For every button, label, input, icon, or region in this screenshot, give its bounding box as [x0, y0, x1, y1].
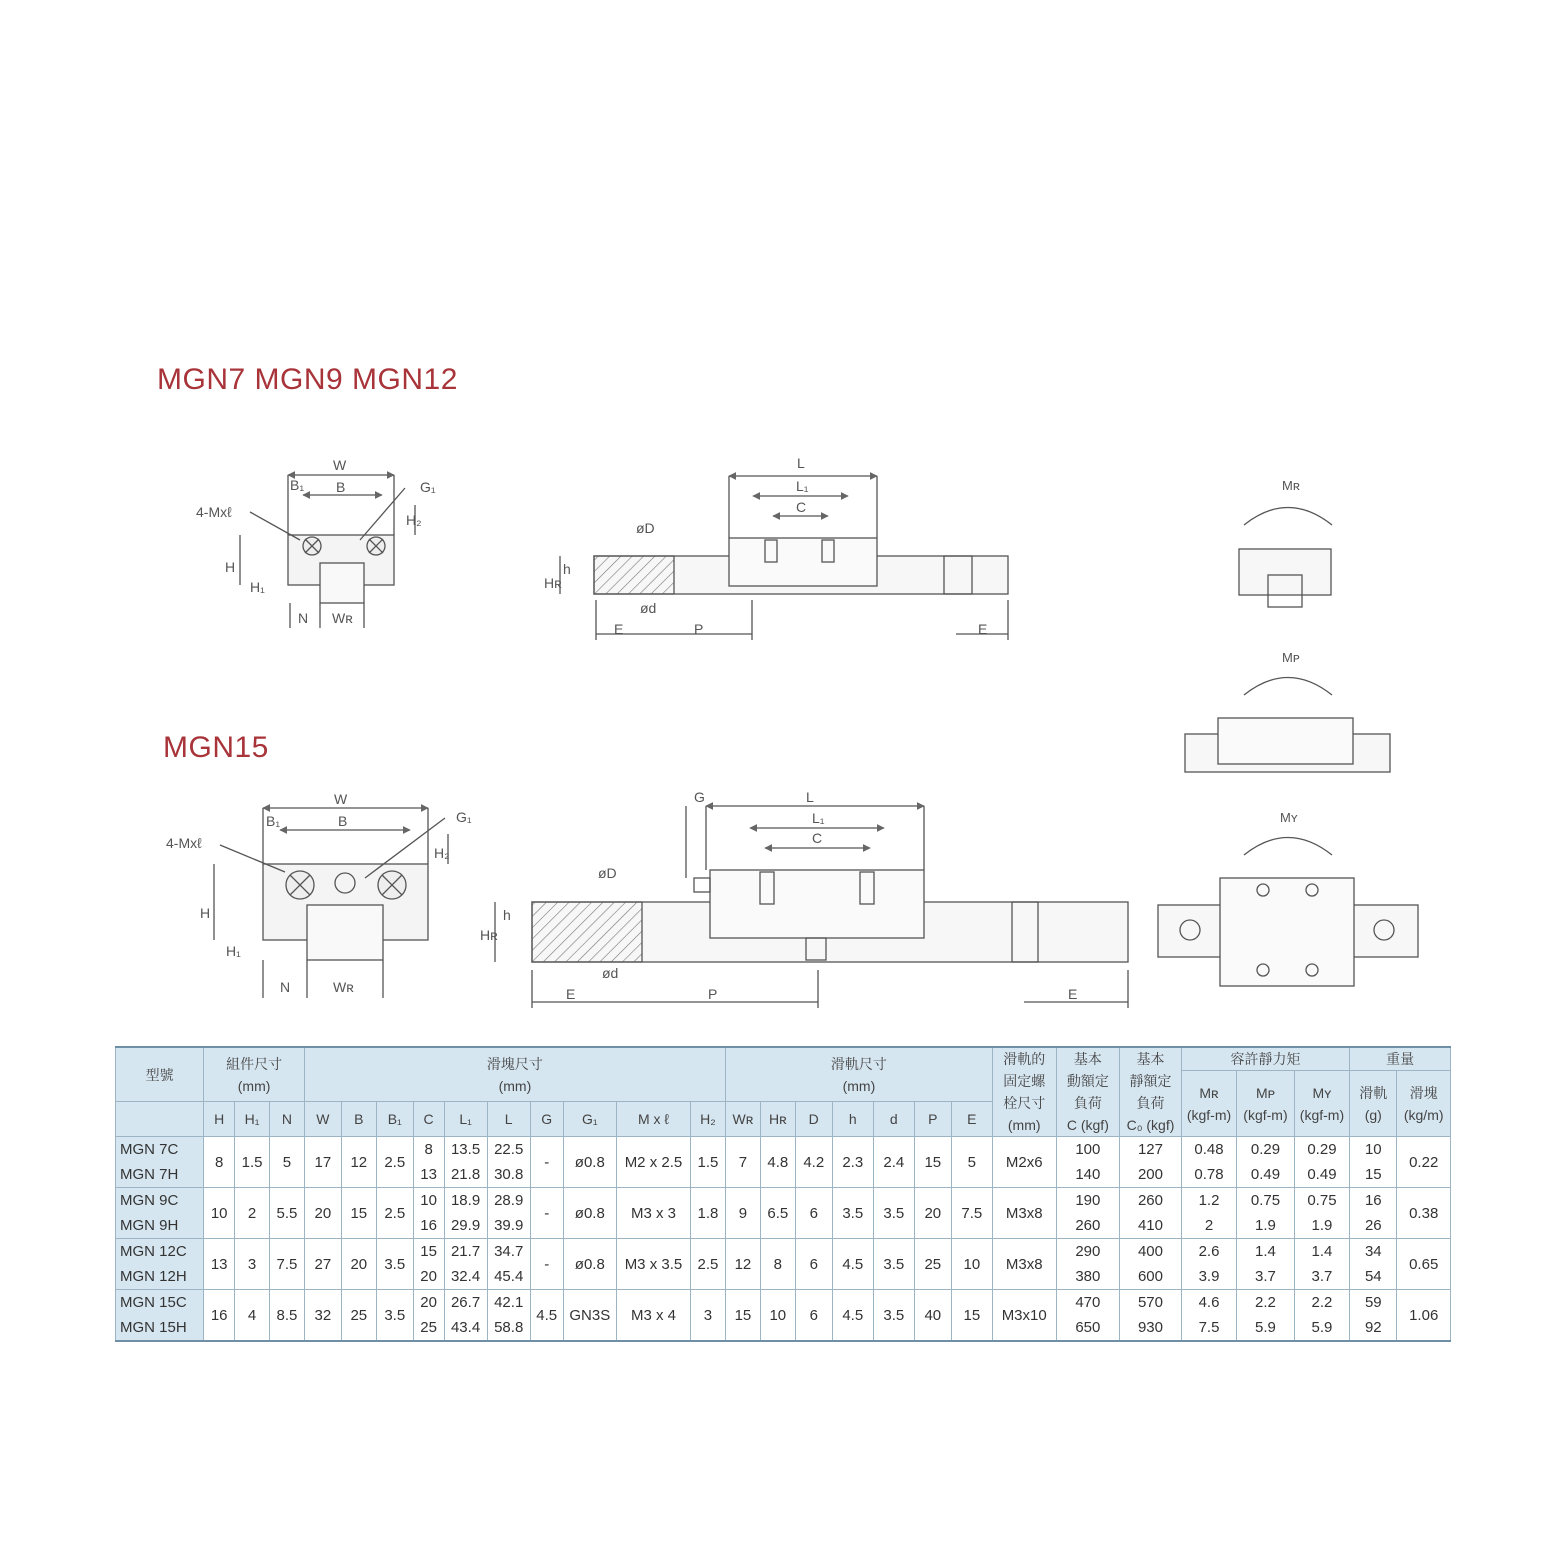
cell-b1: 3.5 [376, 1290, 413, 1342]
label-w: W [333, 457, 347, 473]
cell-e: 15 [951, 1290, 992, 1342]
cell-bolt: M3x10 [992, 1290, 1056, 1342]
sym-d: d [873, 1102, 914, 1137]
cell-my: 1.4 3.7 [1294, 1239, 1349, 1290]
cell-d: 3.5 [873, 1290, 914, 1342]
cell-c0: 260 410 [1120, 1188, 1182, 1239]
label-p-15: P [708, 986, 718, 1002]
cell-mp: 0.75 1.9 [1237, 1188, 1295, 1239]
header-moment: 容許靜力矩 [1181, 1047, 1349, 1071]
cell-h: 16 [204, 1290, 235, 1342]
spec-table-body [116, 1137, 1451, 1342]
sym-D: D [795, 1102, 832, 1137]
label-c-15: C [812, 830, 823, 846]
header-dynamic-load: 基本 動額定 負荷 C (kgf) [1056, 1047, 1120, 1137]
header-model-blank [116, 1102, 204, 1137]
cell-h: 4.5 [832, 1290, 873, 1342]
cell-d: 6 [795, 1239, 832, 1290]
cell-l1: 13.5 21.8 [444, 1137, 487, 1188]
cell-rail_g: 10 15 [1350, 1137, 1397, 1188]
row-model: MGN 7C MGN 7H [116, 1137, 204, 1188]
cell-h1: 3 [235, 1239, 270, 1290]
cell-mr: 0.48 0.78 [1181, 1137, 1236, 1188]
label-g-15: G [694, 789, 705, 805]
cell-h1: 1.5 [235, 1137, 270, 1188]
table-row [116, 1239, 1451, 1290]
label-my: Mʏ [1280, 810, 1298, 825]
cell-d: 2.4 [873, 1137, 914, 1188]
sym-WR: Wʀ [725, 1102, 760, 1137]
header-block-weight: 滑塊 (kg/m) [1397, 1071, 1451, 1137]
cell-l: 42.1 58.8 [487, 1290, 530, 1342]
label-mxl: 4-Mxℓ [196, 504, 232, 520]
cell-cdyn: 100 140 [1056, 1137, 1120, 1188]
cell-b1: 3.5 [376, 1239, 413, 1290]
label-h-rail: h [563, 561, 571, 577]
table-row [116, 1137, 1451, 1188]
cell-mr: 2.6 3.9 [1181, 1239, 1236, 1290]
cell-wr: 9 [725, 1188, 760, 1239]
label-h-rail-15: h [503, 907, 511, 923]
label-b1: B₁ [290, 477, 305, 493]
sym-H: H [204, 1102, 235, 1137]
label-n: N [298, 610, 309, 626]
cell-n: 8.5 [270, 1290, 305, 1342]
cell-p: 40 [914, 1290, 951, 1342]
cell-my: 2.2 5.9 [1294, 1290, 1349, 1342]
sym-L1: L₁ [444, 1102, 487, 1137]
label-wr: Wʀ [332, 610, 353, 626]
cell-my: 0.75 1.9 [1294, 1188, 1349, 1239]
cell-w: 27 [304, 1239, 341, 1290]
spec-table [115, 1046, 1451, 1342]
label-h: H [225, 559, 236, 575]
label-h-15: H [200, 905, 211, 921]
cell-mxl: M3 x 4 [617, 1290, 691, 1342]
cell-d: 3.5 [873, 1188, 914, 1239]
cell-mp: 1.4 3.7 [1237, 1239, 1295, 1290]
cell-cdyn: 190 260 [1056, 1188, 1120, 1239]
cell-b: 25 [341, 1290, 376, 1342]
cell-g: - [530, 1188, 563, 1239]
section-view-large [214, 808, 448, 998]
cell-p: 15 [914, 1137, 951, 1188]
cell-hr: 6.5 [760, 1188, 795, 1239]
cell-c0: 127 200 [1120, 1137, 1182, 1188]
header-mr: Mʀ (kgf-m) [1181, 1071, 1236, 1137]
cell-block_kgm: 0.22 [1397, 1137, 1451, 1188]
label-e-left: E [614, 621, 624, 637]
cell-my: 0.29 0.49 [1294, 1137, 1349, 1188]
label-phid-big: øD [636, 520, 655, 536]
cell-hr: 10 [760, 1290, 795, 1342]
cell-h: 13 [204, 1239, 235, 1290]
sym-G1: G₁ [563, 1102, 616, 1137]
row-model: MGN 12C MGN 12H [116, 1239, 204, 1290]
label-mp: Mᴘ [1282, 650, 1300, 665]
cell-n: 7.5 [270, 1239, 305, 1290]
cell-p: 25 [914, 1239, 951, 1290]
cell-l1: 18.9 29.9 [444, 1188, 487, 1239]
cell-w: 17 [304, 1137, 341, 1188]
cell-block_kgm: 1.06 [1397, 1290, 1451, 1342]
cell-c0: 400 600 [1120, 1239, 1182, 1290]
cell-hr: 4.8 [760, 1137, 795, 1188]
sym-Mxl: M x ℓ [617, 1102, 691, 1137]
cell-mp: 2.2 5.9 [1237, 1290, 1295, 1342]
cell-c: 10 16 [413, 1188, 444, 1239]
cell-h2: 3 [690, 1290, 725, 1342]
cell-rail_g: 59 92 [1350, 1290, 1397, 1342]
label-c: C [796, 499, 807, 515]
label-mxl-15: 4-Mxℓ [166, 835, 202, 851]
sym-E: E [951, 1102, 992, 1137]
label-e-right: E [978, 621, 988, 637]
label-hr: Hʀ [544, 575, 562, 591]
cell-b1: 2.5 [376, 1137, 413, 1188]
label-phid-small-15: ød [602, 965, 619, 981]
label-b: B [336, 479, 346, 495]
cell-e: 10 [951, 1239, 992, 1290]
label-p: P [694, 621, 704, 637]
cell-g1: ø0.8 [563, 1188, 616, 1239]
label-b1-15: B₁ [266, 813, 281, 829]
cell-g: 4.5 [530, 1290, 563, 1342]
cell-rail_g: 34 54 [1350, 1239, 1397, 1290]
cell-mr: 1.2 2 [1181, 1188, 1236, 1239]
cell-b: 20 [341, 1239, 376, 1290]
cell-bolt: M2x6 [992, 1137, 1056, 1188]
cell-l1: 26.7 43.4 [444, 1290, 487, 1342]
label-n-15: N [280, 979, 291, 995]
label-g1: G₁ [420, 479, 436, 495]
side-view-small [560, 476, 1008, 640]
cell-h2: 1.8 [690, 1188, 725, 1239]
sym-N: N [270, 1102, 305, 1137]
cell-c: 8 13 [413, 1137, 444, 1188]
label-hr-15: Hʀ [480, 927, 498, 943]
cell-mr: 4.6 7.5 [1181, 1290, 1236, 1342]
header-bolt: 滑軌的 固定螺 栓尺寸 (mm) [992, 1047, 1056, 1137]
cell-b: 15 [341, 1188, 376, 1239]
table-row [116, 1188, 1451, 1239]
table-row [116, 1290, 1451, 1342]
cell-h: 10 [204, 1188, 235, 1239]
label-w-15: W [334, 791, 348, 807]
sym-W: W [304, 1102, 341, 1137]
label-h1: H₁ [250, 579, 265, 595]
label-h2: H₂ [406, 512, 422, 528]
row-model: MGN 15C MGN 15H [116, 1290, 204, 1342]
cell-mxl: M3 x 3 [617, 1188, 691, 1239]
label-l1: L₁ [796, 478, 809, 494]
label-mr: Mʀ [1282, 478, 1300, 493]
cell-cdyn: 470 650 [1056, 1290, 1120, 1342]
cell-n: 5 [270, 1137, 305, 1188]
label-g1-15: G₁ [456, 809, 472, 825]
cell-l1: 21.7 32.4 [444, 1239, 487, 1290]
cell-c: 20 25 [413, 1290, 444, 1342]
cell-h: 2.3 [832, 1137, 873, 1188]
label-h2-15: H₂ [434, 845, 450, 861]
cell-d: 6 [795, 1188, 832, 1239]
label-l-15: L [806, 789, 814, 805]
cell-b: 12 [341, 1137, 376, 1188]
moment-diagrams [1158, 508, 1418, 987]
cell-wr: 7 [725, 1137, 760, 1188]
cell-g: - [530, 1137, 563, 1188]
label-e-left-15: E [566, 986, 576, 1002]
cell-h: 4.5 [832, 1239, 873, 1290]
sym-L: L [487, 1102, 530, 1137]
cell-h2: 1.5 [690, 1137, 725, 1188]
cell-l: 22.5 30.8 [487, 1137, 530, 1188]
title-mgn15: MGN15 [163, 731, 269, 764]
cell-p: 20 [914, 1188, 951, 1239]
cell-block_kgm: 0.38 [1397, 1188, 1451, 1239]
header-my: Mʏ (kgf-m) [1294, 1071, 1349, 1137]
cell-c0: 570 930 [1120, 1290, 1182, 1342]
header-mp: Mᴘ (kgf-m) [1237, 1071, 1295, 1137]
cell-h1: 2 [235, 1188, 270, 1239]
cell-n: 5.5 [270, 1188, 305, 1239]
cell-d: 6 [795, 1290, 832, 1342]
cell-d: 3.5 [873, 1239, 914, 1290]
title-mgn7-9-12: MGN7 MGN9 MGN12 [157, 363, 458, 396]
cell-mxl: M2 x 2.5 [617, 1137, 691, 1188]
sym-H1: H₁ [235, 1102, 270, 1137]
cell-e: 5 [951, 1137, 992, 1188]
sym-B1: B₁ [376, 1102, 413, 1137]
header-assembly: 組件尺寸 (mm) [204, 1047, 305, 1102]
header-model: 型號 [116, 1047, 204, 1102]
cell-bolt: M3x8 [992, 1188, 1056, 1239]
cell-rail_g: 16 26 [1350, 1188, 1397, 1239]
cell-cdyn: 290 380 [1056, 1239, 1120, 1290]
sym-P: P [914, 1102, 951, 1137]
label-e-right-15: E [1068, 986, 1078, 1002]
cell-w: 32 [304, 1290, 341, 1342]
cell-mp: 0.29 0.49 [1237, 1137, 1295, 1188]
header-rail: 滑軌尺寸 (mm) [725, 1047, 992, 1102]
cell-bolt: M3x8 [992, 1239, 1056, 1290]
header-rail-weight: 滑軌 (g) [1350, 1071, 1397, 1137]
cell-h2: 2.5 [690, 1239, 725, 1290]
cell-l: 28.9 39.9 [487, 1188, 530, 1239]
section-view-small [240, 475, 415, 628]
cell-h: 3.5 [832, 1188, 873, 1239]
cell-h1: 4 [235, 1290, 270, 1342]
cell-d: 4.2 [795, 1137, 832, 1188]
header-weight: 重量 [1350, 1047, 1451, 1071]
sym-HR: Hʀ [760, 1102, 795, 1137]
header-static-load: 基本 靜額定 負荷 C₀ (kgf) [1120, 1047, 1182, 1137]
header-block: 滑塊尺寸 (mm) [304, 1047, 725, 1102]
label-h1-15: H₁ [226, 943, 241, 959]
cell-wr: 12 [725, 1239, 760, 1290]
cell-b1: 2.5 [376, 1188, 413, 1239]
label-l1-15: L₁ [812, 810, 825, 826]
cell-g: - [530, 1239, 563, 1290]
row-model: MGN 9C MGN 9H [116, 1188, 204, 1239]
sym-H2: H₂ [690, 1102, 725, 1137]
cell-block_kgm: 0.65 [1397, 1239, 1451, 1290]
sym-B: B [341, 1102, 376, 1137]
cell-wr: 15 [725, 1290, 760, 1342]
cell-e: 7.5 [951, 1188, 992, 1239]
sym-h: h [832, 1102, 873, 1137]
cell-g1: GN3S [563, 1290, 616, 1342]
label-b-15: B [338, 813, 348, 829]
cell-c: 15 20 [413, 1239, 444, 1290]
cell-h: 8 [204, 1137, 235, 1188]
cell-w: 20 [304, 1188, 341, 1239]
label-phid-big-15: øD [598, 865, 617, 881]
cell-g1: ø0.8 [563, 1137, 616, 1188]
label-phid-small: ød [640, 600, 657, 616]
sym-C: C [413, 1102, 444, 1137]
cell-g1: ø0.8 [563, 1239, 616, 1290]
label-l: L [797, 455, 805, 471]
cell-l: 34.7 45.4 [487, 1239, 530, 1290]
label-wr-15: Wʀ [333, 979, 354, 995]
cell-mxl: M3 x 3.5 [617, 1239, 691, 1290]
sym-G: G [530, 1102, 563, 1137]
cell-hr: 8 [760, 1239, 795, 1290]
